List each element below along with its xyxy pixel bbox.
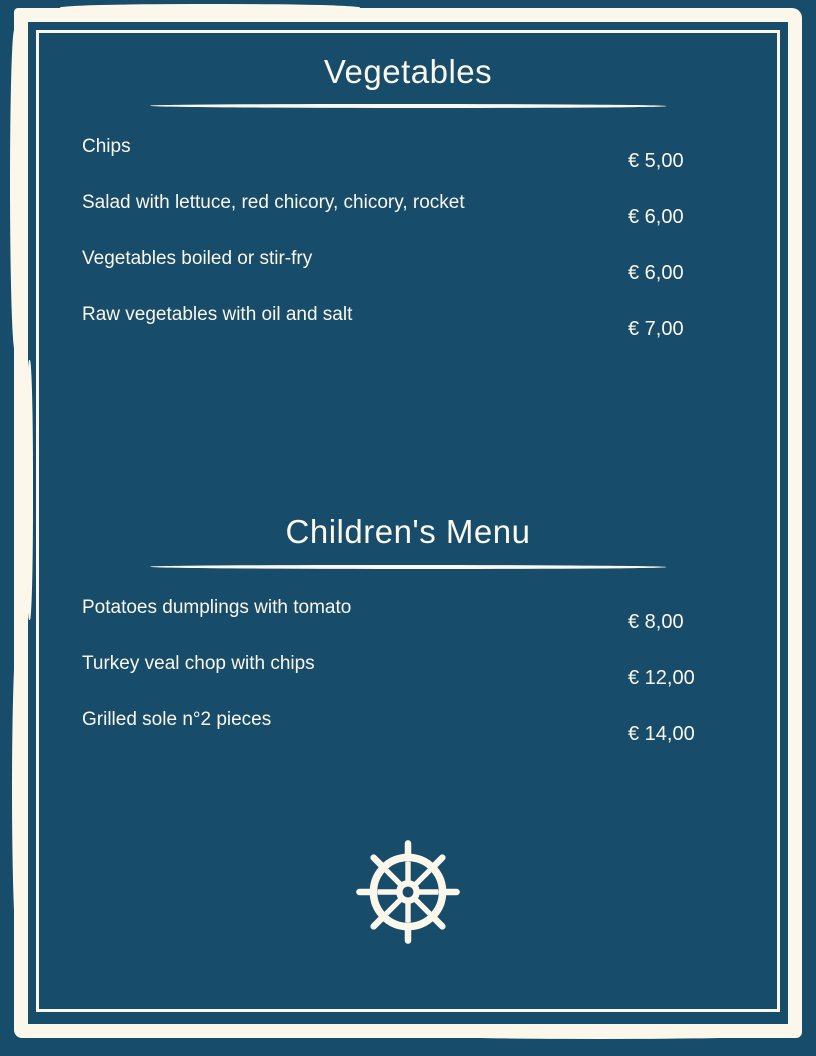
ship-wheel-icon [354,838,462,946]
menu-item [78,591,738,639]
menu-item-price: € 8,00 [628,610,684,633]
section-title: Children's Menu [285,513,531,551]
menu-item-name: Potatoes dumplings with tomato [82,596,352,618]
menu-section-childrens-menu [78,514,738,750]
menu-item [78,647,738,695]
menu-item-name: Raw vegetables with oil and salt [82,304,353,326]
menu-item-name: Turkey veal chop with chips [82,652,315,674]
section-divider [150,104,666,108]
menu-item-price: € 7,00 [628,318,684,341]
menu-item-price: € 6,00 [628,206,684,229]
menu-item-price: € 6,00 [628,262,684,285]
section-title: Vegetables [323,53,493,90]
menu-item-name: Vegetables boiled or stir-fry [82,248,313,270]
menu-item-name: Chips [82,136,131,158]
menu-content [36,30,780,1012]
menu-section-vegetables [78,54,738,346]
menu-item-name: Salad with lettuce, red chicory, chicory, rocket [82,192,465,214]
menu-item [78,242,738,290]
section-divider [150,565,666,569]
menu-item [78,703,738,751]
menu-item [78,186,738,234]
menu-item-price: € 5,00 [628,150,684,173]
menu-item [78,130,738,178]
menu-item-name: Grilled sole n°2 pieces [82,708,272,730]
menu-item-price: € 14,00 [628,722,695,745]
ornament-container [36,838,780,946]
menu-item [78,298,738,346]
menu-item-price: € 12,00 [628,666,695,689]
menu-item-list [78,130,738,346]
menu-item-list [78,591,738,751]
